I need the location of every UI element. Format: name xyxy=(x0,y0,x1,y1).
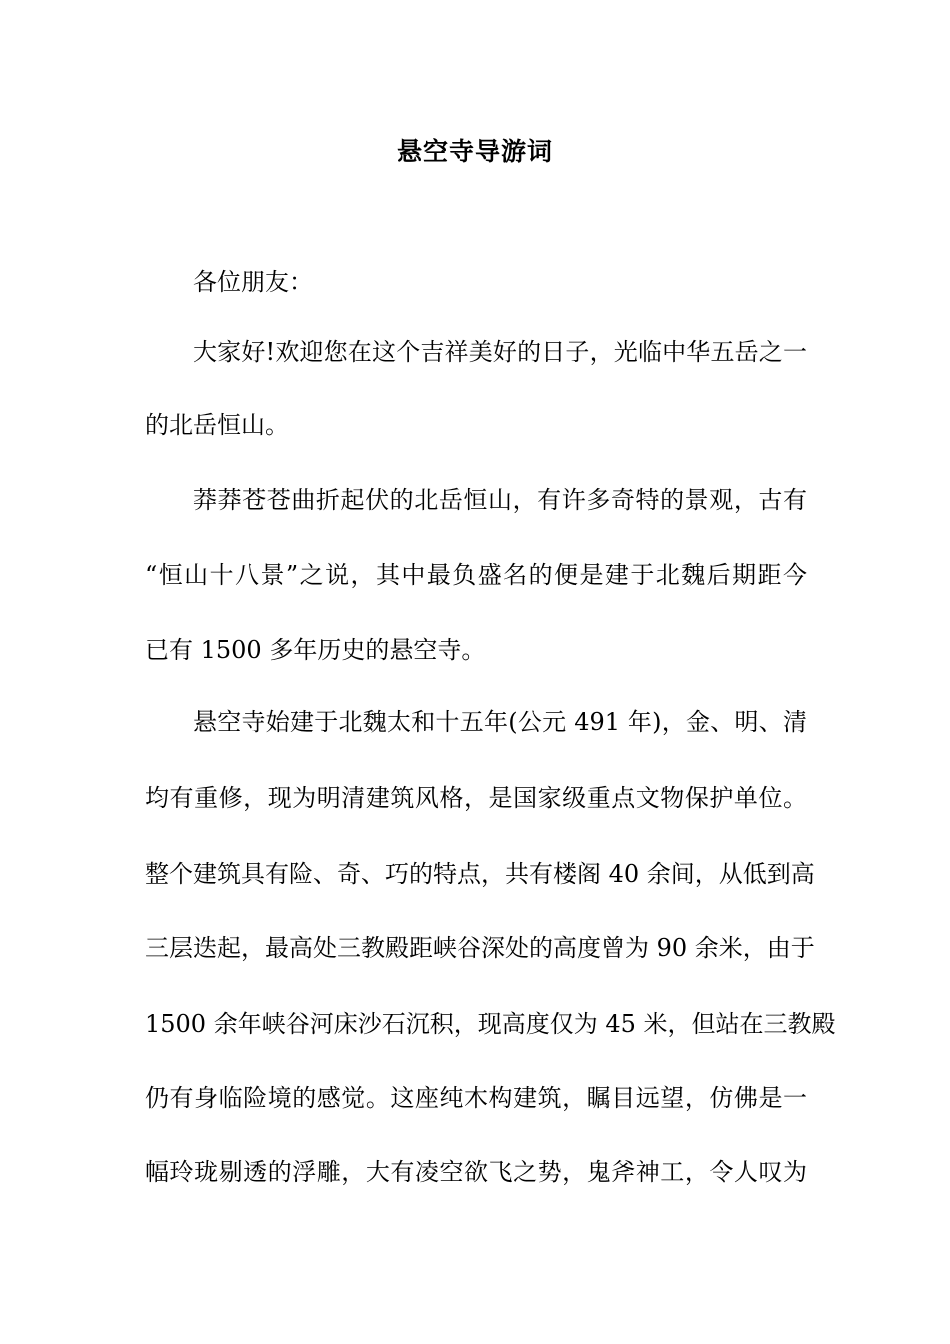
paragraph-3-line-4: 三层迭起，最高处三教殿距峡谷深处的高度曾为 90 余米，由于 xyxy=(145,934,815,962)
paragraph-3-line-5: 1500 余年峡谷河床沙石沉积，现高度仅为 45 米，但站在三教殿 xyxy=(145,1010,836,1038)
greeting-line: 各位朋友： xyxy=(193,268,313,296)
paragraph-3-line-1: 悬空寺始建于北魏太和十五年(公元 491 年)，金、明、清 xyxy=(193,708,807,736)
paragraph-2-line-2: “恒山十八景”之说，其中最负盛名的便是建于北魏后期距今 xyxy=(145,561,807,589)
paragraph-3-line-7: 幅玲珑剔透的浮雕，大有凌空欲飞之势，鬼斧神工，令人叹为 xyxy=(145,1158,807,1186)
paragraph-1-line-1: 大家好!欢迎您在这个吉祥美好的日子，光临中华五岳之一 xyxy=(193,338,807,366)
paragraph-2-line-3: 已有 1500 多年历史的悬空寺。 xyxy=(145,636,486,664)
paragraph-2-line-1: 莽莽苍苍曲折起伏的北岳恒山，有许多奇特的景观，古有 xyxy=(193,486,807,514)
paragraph-3-line-2: 均有重修，现为明清建筑风格，是国家级重点文物保护单位。 xyxy=(145,784,807,812)
document-title: 悬空寺导游词 xyxy=(396,137,553,166)
paragraph-3-line-6: 仍有身临险境的感觉。这座纯木构建筑，瞩目远望，仿佛是一 xyxy=(145,1084,807,1112)
paragraph-3-line-3: 整个建筑具有险、奇、巧的特点，共有楼阁 40 余间，从低到高 xyxy=(145,860,815,888)
paragraph-1-line-2: 的北岳恒山。 xyxy=(145,411,289,439)
